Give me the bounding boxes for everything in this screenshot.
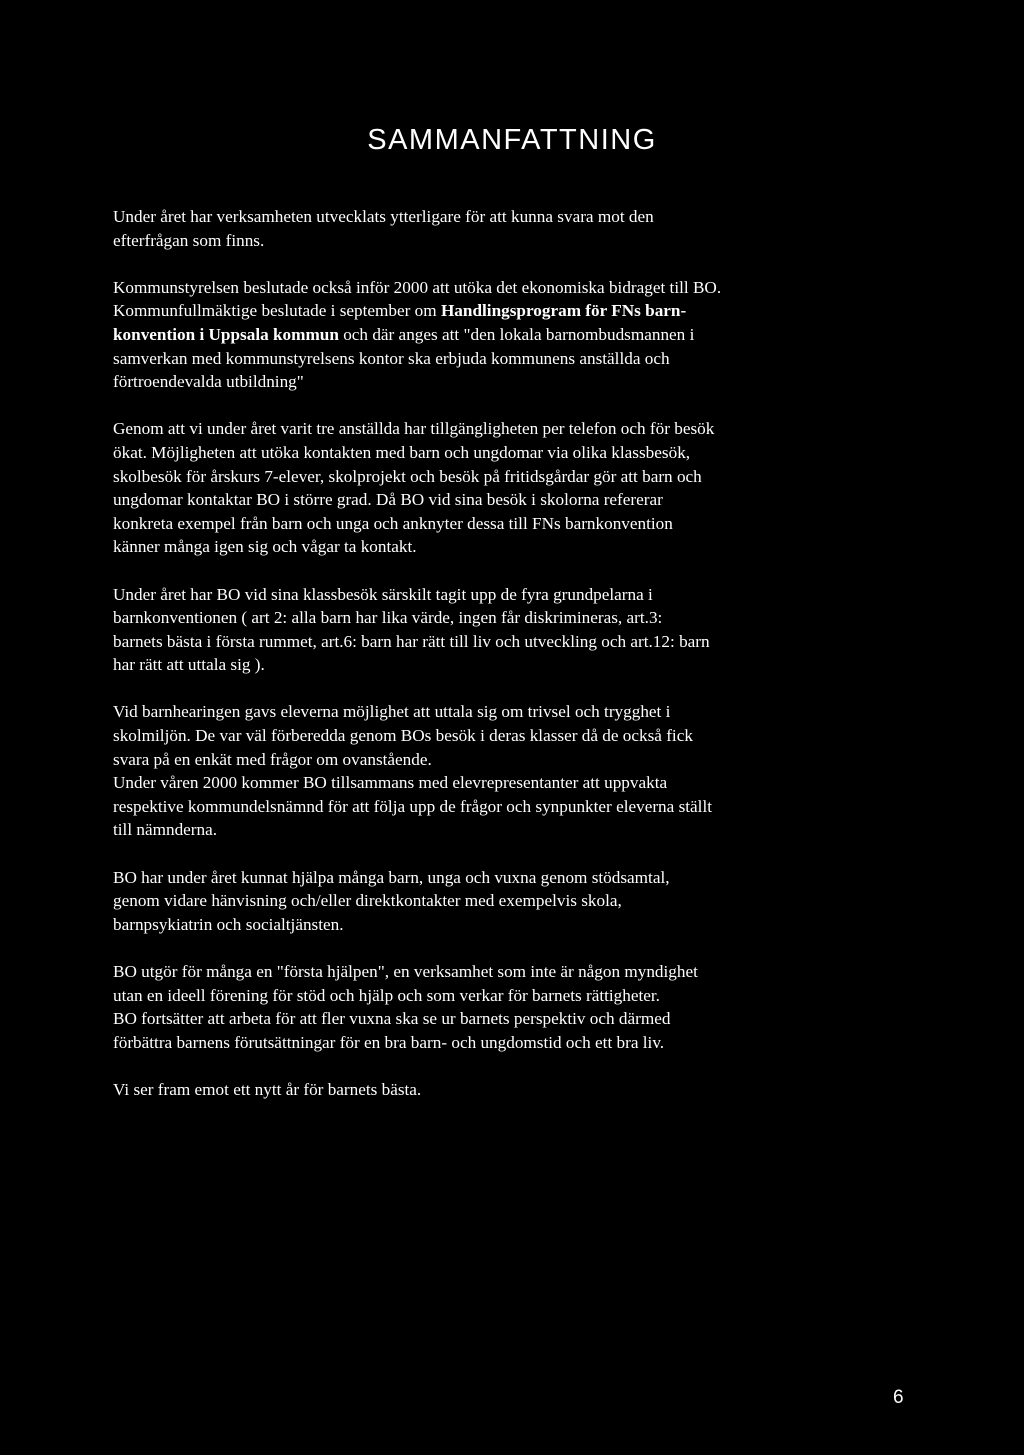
paragraph-continued-work: BO fortsätter att arbeta för att fler vuxna ska se ur barnets perspektiv och därmed förbättra barnens förutsättningar för en bra barn- och ungdomstid och ett bra liv. (113, 1009, 671, 1052)
paragraph-accessibility: Genom att vi under året varit tre anställda har tillgängligheten per telefon och för besök ökat. Möjligheten att utöka kontakten med barn och ungdomar via olika klassbesök, skolbesök för årskurs 7-elever, skolprojekt och besök på fritidsgårdar gör att barn och ungdomar kontaktar BO i större grad. Då BO vid sina besök i skolorna refererar konkreta exempel från barn och unga och anknyter dessa till FNs barnkonvention känner många igen sig och vågar ta kontakt. (113, 419, 715, 557)
action-program-title: Handlingsprogram för FNs barn- konvention i Uppsala kommun (113, 301, 687, 344)
paragraph-child-hearing: Vid barnhearingen gavs eleverna möjlighet att uttala sig om trivsel och trygghet i skolmiljön. De var väl förberedda genom BOs besök i deras klasser då de också fick svara på en enkät med frågor om ovanstående. (113, 702, 693, 769)
paragraph-closing: Vi ser fram emot ett nytt år för barnets bästa. (113, 1079, 422, 1099)
paragraph-development: Under året har verksamheten utvecklats ytterligare för att kunna svara mot den efterfrågan som finns. (113, 207, 654, 250)
paragraph-funding-text: Kommunstyrelsen beslutade också inför 2000 att utöka det ekonomiska bidraget till BO. Kommunfullmäktige beslutade i september om (113, 277, 722, 321)
paragraph-support-talks: BO har under året kunnat hjälpa många barn, unga och vuxna genom stödsamtal, genom vidare hänvisning och/eller direktkontakter med exempelvis skola, barnpsykiatrin och socialtjänsten. (113, 867, 670, 934)
paragraph-program-quote: och där anges att "den lokala barnombudsmannen i samverkan med kommunstyrelsens kontor ska erbjuda kommunens anställda och förtroendevalda utbildning" (113, 324, 695, 392)
paragraph-spring-plans: Under våren 2000 kommer BO tillsammans med elevrepresentanter att uppvakta respektive kommundelsnämnd för att följa upp de frågor och synpunkter eleverna ställt till nämnderna. (113, 773, 712, 840)
summary-body (113, 205, 913, 1125)
page-number: 6 (893, 1387, 904, 1408)
paragraph-first-aid: BO utgör för många en "första hjälpen", en verksamhet som inte är någon myndighet utan en ideell förening för stöd och hjälp och som verkar för barnets rättigheter. (113, 962, 698, 1005)
paragraph-funding-and-program (113, 276, 913, 394)
page-title: SAMMANFATTNING (367, 124, 657, 156)
paragraph-class-visits: Under året har BO vid sina klassbesök särskilt tagit upp de fyra grundpelarna i barnkonventionen ( art 2: alla barn har lika värde, ingen får diskrimineras, art.3: barnets bästa i första rummet, art.6: barn har rätt till liv och utveckling och art.12: barn har rätt att uttala sig ). (113, 584, 710, 675)
